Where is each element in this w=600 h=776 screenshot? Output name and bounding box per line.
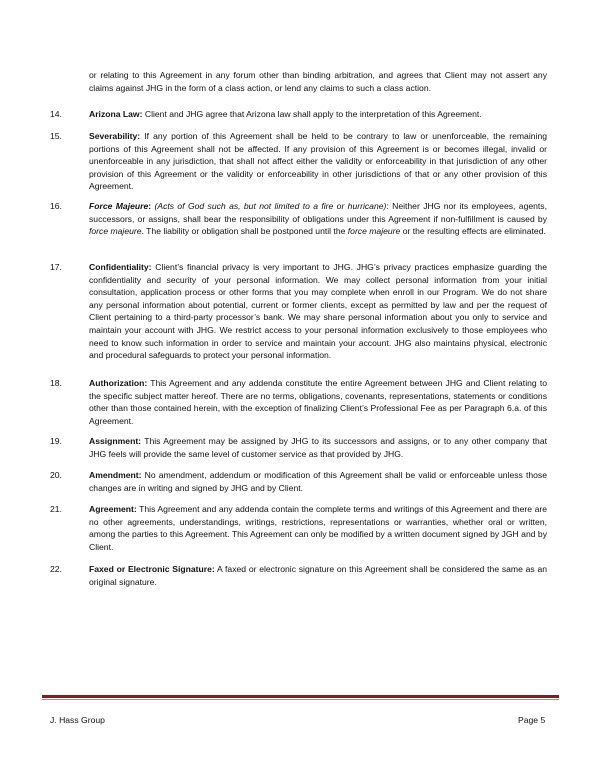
clause-heading: Authorization: xyxy=(89,378,148,388)
clause-text: Client and JHG agree that Arizona law shall apply to the interpretation of this Agreement. xyxy=(142,109,482,119)
clause-body xyxy=(89,200,547,238)
force-majeure-term: force majeure xyxy=(347,226,401,237)
clause-number: 17. xyxy=(50,262,62,272)
clause-heading: Severability: xyxy=(89,131,141,141)
clause-body xyxy=(89,377,547,427)
clause-body xyxy=(89,261,547,362)
clause-number: 22. xyxy=(50,564,62,574)
clause-body xyxy=(89,469,547,494)
clause-text: No amendment, addendum or modification of this Agreement shall be valid or enforceable unless those changes are in writing and signed by JHG and by Client. xyxy=(89,470,547,493)
intro-paragraph: or relating to this Agreement in any forum other than binding arbitration, and agrees that Client may not assert any claims against JHG in the form of a class action, or lend any claims to such a class action. xyxy=(89,70,547,93)
clause-body xyxy=(89,108,547,121)
clause-number: 18. xyxy=(50,378,62,388)
clause-number: 20. xyxy=(50,470,62,480)
clause-text: If any portion of this Agreement shall be held to be contrary to law or unenforceable, the remaining portions of this Agreement shall not be affected. If any provision of this Agreement is or becomes illegal, invalid or unenforceable in any jurisdiction, that shall not affect either the validity or enforceability in that jurisdiction of any other provision of this Agreement or the validity or enforceability in other jurisdictions of that or any other provision of this Agreement. xyxy=(89,131,547,192)
clause-number: 19. xyxy=(50,436,62,446)
footer-rule xyxy=(42,695,559,698)
clause-heading: Force Majeure xyxy=(89,201,149,211)
clause-number: 16. xyxy=(50,201,62,211)
clause-body xyxy=(89,563,547,588)
clause-parenthetical: (Acts of God such as, but not limited to a fire or hurricane) xyxy=(151,201,387,211)
clause-text: This Agreement and any addenda constitute the entire Agreement between JHG and Client relating to the specific subject matter hereof. There are no terms, obligations, covenants, representations, statements or conditions other than those contained herein, with the exception of finalizing Client’s Professional Fee as per Paragraph 6.a. of this Agreement. xyxy=(89,378,547,426)
force-majeure-term: force majeure xyxy=(89,226,142,237)
clause-body xyxy=(89,435,547,460)
clause-text: This Agreement may be assigned by JHG to its successors and assigns, or to any other company that JHG feels will provide the same level of customer service as that provided by JHG. xyxy=(89,436,547,459)
clause-text: : Neither JHG nor its employees, agents, successors, or assigns, shall bear the responsibility of obligations under this Agreement if non-fulfillment is caused by xyxy=(89,201,547,224)
clause-number: 15. xyxy=(50,131,62,141)
clause-heading: Agreement: xyxy=(89,504,137,514)
clause-heading: Faxed or Electronic Signature: xyxy=(89,564,215,574)
footer-page-number: Page 5 xyxy=(518,715,546,725)
clause-text: . The liability or obligation shall be postponed until the xyxy=(141,226,348,237)
clause-heading: Amendment: xyxy=(89,470,142,480)
clause-heading: Assignment: xyxy=(89,436,142,446)
clause-heading-colon: : xyxy=(148,201,152,211)
clause-number: 14. xyxy=(50,109,62,119)
footer-rule-thin xyxy=(42,699,559,700)
clause-text: A faxed or electronic signature on this Agreement shall be considered the same as an original signature. xyxy=(89,564,548,587)
clause-text: Client’s financial privacy is very important to JHG. JHG’s privacy practices emphasize guarding the confidentiality and security of your personal information. We may collect personal information from your initial consultation, application process or other forms that you may complete when enroll in our Program. We do not share any personal information about potential, current or former clients, except as permitted by law and per the request of Client pertaining to a third-party processor’s bank. We may share personal information about you only to service and maintain your account with JHG. We restrict access to your personal information exclusively to those employees who need to know such information in order to service and maintain your account. JHG also maintains physical, electronic and procedural safeguards to protect your personal information. xyxy=(89,262,547,361)
clause-body xyxy=(89,503,547,553)
clause-text: This Agreement and any addenda contain the complete terms and writings of this Agreement and there are no other agreements, understandings, writings, restrictions, representations or warranties, whether oral or written, among the parties to this Agreement. This Agreement can only be modified by a written document signed by JGH and by Client. xyxy=(89,504,547,552)
clause-heading: Arizona Law: xyxy=(89,109,143,119)
clause-text: or the resulting effects are eliminated. xyxy=(400,226,546,237)
clause-heading: Confidentiality: xyxy=(89,262,152,272)
footer-company: J. Hass Group xyxy=(50,715,105,725)
clause-body xyxy=(89,130,547,193)
clause-number: 21. xyxy=(50,504,62,514)
